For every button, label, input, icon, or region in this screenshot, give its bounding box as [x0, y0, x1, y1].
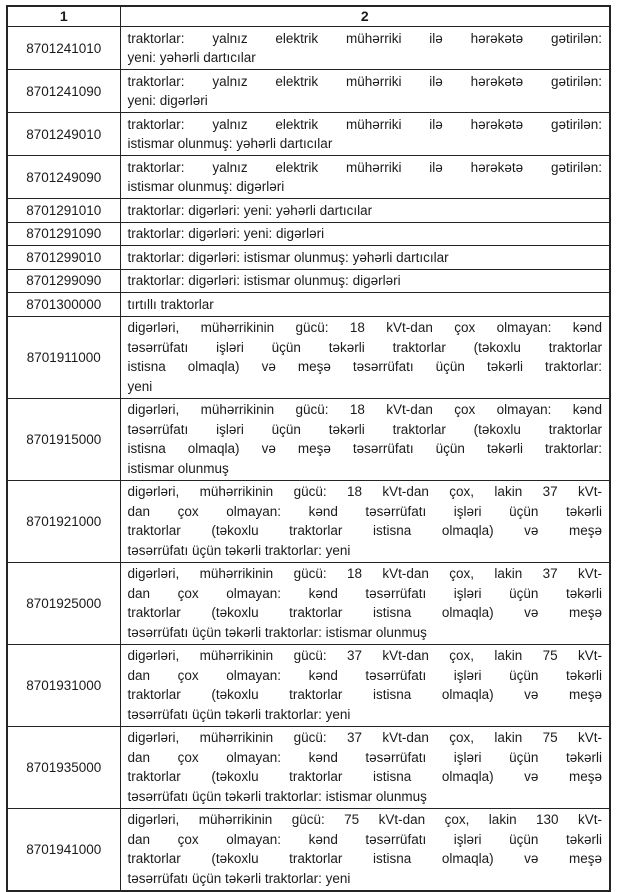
description-cell: [120, 808, 610, 891]
tariff-code-cell: 8701241090: [7, 70, 120, 113]
table-row: [7, 199, 610, 223]
table-row: [7, 113, 610, 156]
tariff-code-cell: 8701291090: [7, 222, 120, 246]
table-row: [7, 644, 610, 726]
description-cell: [120, 398, 610, 480]
description-line: yeni: digərləri: [127, 93, 208, 108]
description-line: dan çox olmayan: kənd təsərrüfatı işləri üçün təkərli: [127, 585, 602, 601]
description-cell: [120, 293, 610, 317]
description-line: traktorlar (təkoxlu traktorlar istisna olmaqla) və meşə: [127, 851, 602, 866]
tariff-code-cell: 8701299090: [7, 269, 120, 293]
description-line: traktorlar: yalnız elektrik mühərriki ilə hərəkətə gətirilən:: [127, 159, 602, 175]
description-line: tırtıllı traktorlar: [127, 296, 214, 312]
description-line: təsərrüfatı üçün təkərli traktorlar: istismar olunmuş: [127, 624, 427, 640]
tariff-code-cell: 8701931000: [7, 644, 120, 726]
description-line: istismar olunmuş: digərləri: [127, 179, 285, 194]
description-line: digərləri, mühərrikinin gücü: 18 kVt-dan çox olmayan: kənd: [127, 320, 602, 335]
table-row: [7, 156, 610, 199]
tariff-code-cell: 8701911000: [7, 316, 120, 398]
table-row: [7, 316, 610, 398]
table-row: [7, 27, 610, 70]
description-line: traktorlar (təkoxlu traktorlar istisna olmaqla) və meşə: [127, 523, 602, 538]
description-line: dan çox olmayan: kənd təsərrüfatı işləri üçün təkərli: [127, 831, 602, 847]
tariff-code-cell: 8701921000: [7, 480, 120, 562]
description-line: təsərrüfatı işləri üçün təkərli traktorlar (təkoxlu traktorlar: [127, 339, 602, 355]
description-line: traktorlar (təkoxlu traktorlar istisna olmaqla) və meşə: [127, 687, 602, 702]
table-row: [7, 222, 610, 246]
description-line: digərləri, mühərrikinin gücü: 75 kVt-dan çox, lakin 130 kVt-: [127, 812, 602, 827]
tariff-code-table: [6, 5, 611, 892]
table-body: [7, 27, 610, 891]
description-line: yeni: [127, 378, 153, 394]
table-row: [7, 246, 610, 270]
description-cell: [120, 70, 610, 113]
description-line: traktorlar: digərləri: yeni: digərləri: [127, 226, 325, 241]
description-cell: [120, 113, 610, 156]
tariff-code-cell: 8701241010: [7, 27, 120, 70]
description-cell: [120, 156, 610, 199]
description-cell: [120, 316, 610, 398]
description-line: traktorlar (təkoxlu traktorlar istisna olmaqla) və meşə: [127, 769, 602, 784]
description-line: traktorlar: yalnız elektrik mühərriki ilə hərəkətə gətirilən:: [127, 116, 602, 132]
table-row: [7, 398, 610, 480]
description-cell: [120, 246, 610, 270]
tariff-code-cell: 8701299010: [7, 246, 120, 270]
description-line: digərləri, mühərrikinin gücü: 18 kVt-dan çox, lakin 37 kVt-: [127, 484, 602, 499]
table-row: [7, 562, 610, 644]
description-cell: [120, 644, 610, 726]
header-row: [7, 6, 610, 27]
tariff-code-cell: 8701249010: [7, 113, 120, 156]
tariff-code-cell: 8701291010: [7, 199, 120, 223]
column-header-description: 2: [120, 6, 610, 27]
description-line: təsərrüfatı üçün təkərli traktorlar: yeni: [127, 542, 351, 558]
description-line: istismar olunmuş: [127, 460, 229, 476]
table-row: [7, 293, 610, 317]
tariff-code-cell: 8701300000: [7, 293, 120, 317]
description-line: dan çox olmayan: kənd təsərrüfatı işləri üçün təkərli: [127, 667, 602, 683]
description-line: təsərrüfatı üçün təkərli traktorlar: yeni: [127, 706, 351, 722]
description-line: digərləri, mühərrikinin gücü: 37 kVt-dan çox, lakin 75 kVt-: [127, 648, 602, 663]
tariff-code-cell: 8701935000: [7, 726, 120, 808]
description-cell: [120, 222, 610, 246]
table-row: [7, 480, 610, 562]
description-line: təsərrüfatı üçün təkərli traktorlar: istismar olunmuş: [127, 788, 427, 804]
description-cell: [120, 726, 610, 808]
description-line: traktorlar: digərləri: yeni: yəhərli dartıcılar: [127, 202, 373, 218]
table-row: [7, 726, 610, 808]
description-line: traktorlar: digərləri: istismar olunmuş: digərləri: [127, 273, 401, 288]
column-header-code: 1: [7, 6, 120, 27]
description-line: təsərrüfatı işləri üçün təkərli traktorlar (təkoxlu traktorlar: [127, 421, 602, 437]
table-row: [7, 269, 610, 293]
description-line: istismar olunmuş: yəhərli dartıcılar: [127, 136, 333, 151]
description-line: digərləri, mühərrikinin gücü: 18 kVt-dan çox olmayan: kənd: [127, 402, 602, 417]
description-line: traktorlar: yalnız elektrik mühərriki ilə hərəkətə gətirilən:: [127, 30, 602, 46]
description-line: dan çox olmayan: kənd təsərrüfatı işləri üçün təkərli: [127, 503, 602, 519]
description-cell: [120, 27, 610, 70]
description-cell: [120, 562, 610, 644]
tariff-code-cell: 8701249090: [7, 156, 120, 199]
description-cell: [120, 480, 610, 562]
tariff-code-cell: 8701941000: [7, 808, 120, 891]
description-line: traktorlar: yalnız elektrik mühərriki ilə hərəkətə gətirilən:: [127, 73, 602, 89]
description-line: digərləri, mühərrikinin gücü: 18 kVt-dan çox, lakin 37 kVt-: [127, 566, 602, 581]
description-line: təsərrüfatı üçün təkərli traktorlar: yeni: [127, 870, 351, 886]
description-line: istisna olmaqla) və meşə təsərrüfatı üçün təkərli traktorlar:: [127, 441, 602, 456]
description-line: istisna olmaqla) və meşə təsərrüfatı üçün təkərli traktorlar:: [127, 359, 602, 374]
description-cell: [120, 269, 610, 293]
description-line: dan çox olmayan: kənd təsərrüfatı işləri üçün təkərli: [127, 749, 602, 765]
tariff-code-cell: 8701925000: [7, 562, 120, 644]
description-line: traktorlar: digərləri: istismar olunmuş: yəhərli dartıcılar: [127, 249, 449, 265]
tariff-code-cell: 8701915000: [7, 398, 120, 480]
table-row: [7, 808, 610, 891]
table-row: [7, 70, 610, 113]
description-line: digərləri, mühərrikinin gücü: 37 kVt-dan çox, lakin 75 kVt-: [127, 730, 602, 745]
description-line: traktorlar (təkoxlu traktorlar istisna olmaqla) və meşə: [127, 605, 602, 620]
description-line: yeni: yəhərli dartıcılar: [127, 50, 256, 65]
description-cell: [120, 199, 610, 223]
